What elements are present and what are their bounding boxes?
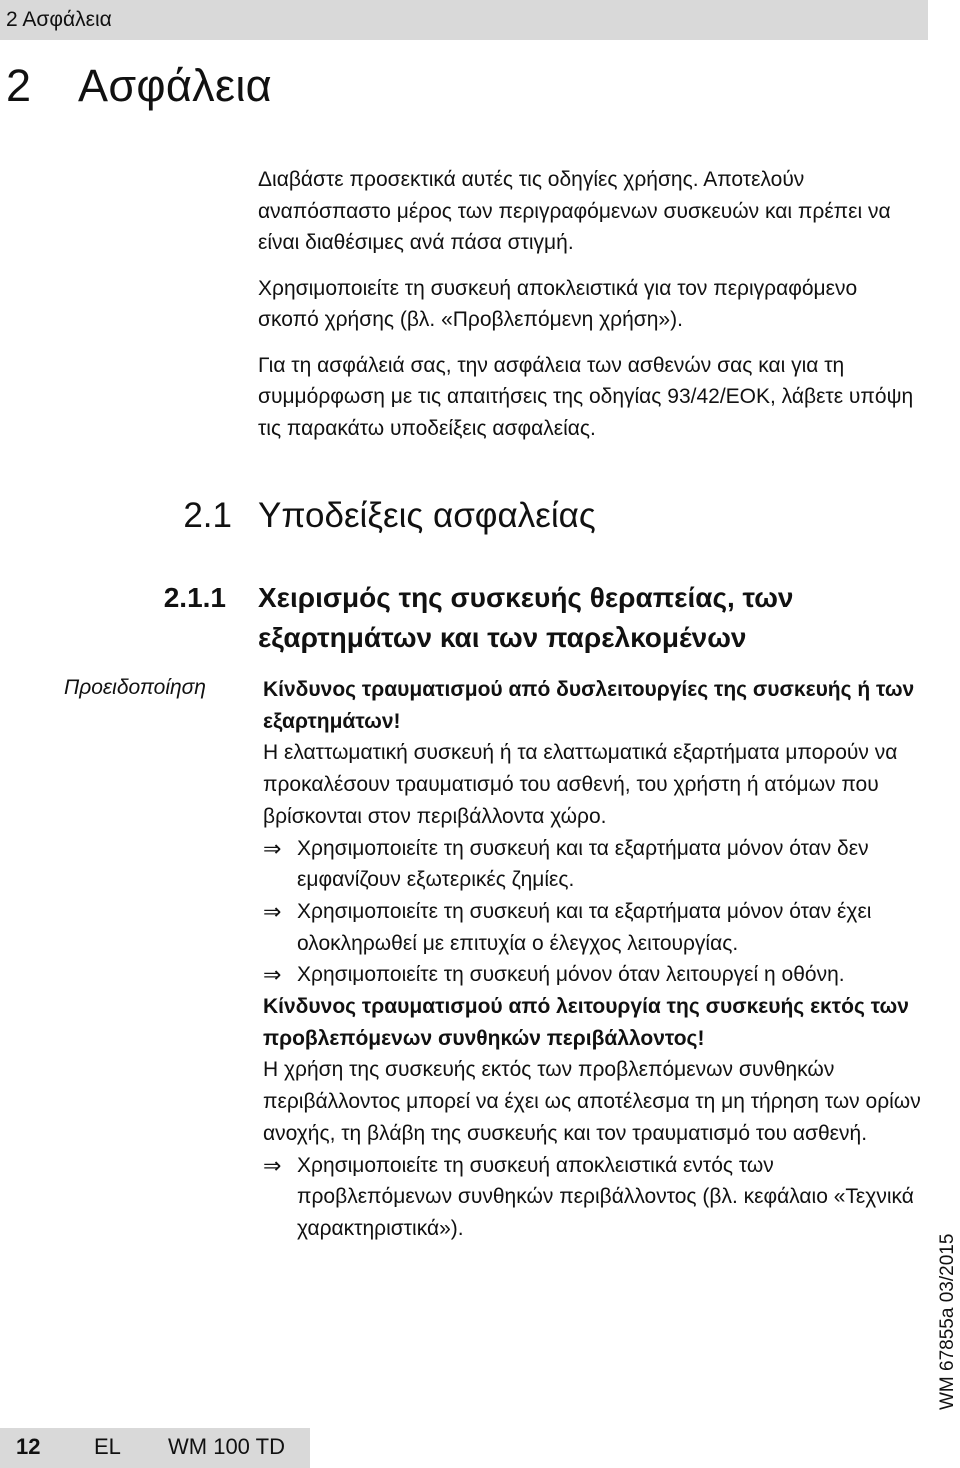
page-number: 12 [16, 1434, 41, 1459]
warning-item [263, 674, 923, 991]
warning-text: Η χρήση της συσκευής εκτός των προβλεπόμενων συνθηκών περιβάλλοντος μπορεί να έχει ως αποτέλεσμα τη μη τήρηση των ορίων ανοχής, τη βλάβη της συσκευής και τον τραυματισμό του ασθενή. [263, 1058, 921, 1145]
footer-model: WM 100 TD [168, 1434, 285, 1459]
chapter-title [6, 60, 272, 112]
warning-block [263, 674, 923, 1245]
subsection-title: Χειρισμός της συσκευής θεραπείας, των εξαρτημάτων και των παρελκομένων [258, 582, 794, 653]
bullet-text: Χρησιμοποιείτε τη συσκευή και τα εξαρτήματα μόνον όταν δεν εμφανίζουν εξωτερικές ζημίες. [297, 836, 869, 892]
running-header [0, 0, 928, 40]
arrow-right-icon: ⇒ [263, 898, 282, 924]
subsection-number: 2.1.1 [163, 582, 226, 613]
warning-text: Η ελαττωματική συσκευή ή τα ελαττωματικά εξαρτήματα μπορούν να προκαλέσουν τραυματισμό του ασθενή, του χρήστη ή ατόμων που βρίσκονται στον περιβάλλοντα χώρο. [263, 741, 898, 828]
warning-item [263, 991, 923, 1245]
warning-label: Προειδοποίηση [64, 676, 206, 699]
document-code: WM 67855a 03/2015 [937, 1233, 958, 1410]
warning-bullet [263, 1150, 923, 1245]
arrow-right-icon: ⇒ [263, 835, 282, 861]
section-number: 2.1 [183, 496, 232, 535]
warning-bullet [263, 896, 923, 959]
chapter-number: 2 [6, 60, 32, 111]
intro-paragraph: Χρησιμοποιείτε τη συσκευή αποκλειστικά για τον περιγραφόμενο σκοπό χρήσης (βλ. «Προβλεπόμενη χρήση»). [258, 276, 858, 331]
warning-bullet [263, 959, 923, 991]
intro-paragraph: Διαβάστε προσεκτικά αυτές τις οδηγίες χρήσης. Αποτελούν αναπόσπαστο μέρος των περιγραφόμενων συσκευών και πρέπει να είναι διαθέσιμες ανά πάσα στιγμή. [258, 168, 891, 254]
arrow-right-icon: ⇒ [263, 962, 282, 988]
warning-title: Κίνδυνος τραυματισμού από λειτουργία της συσκευής εκτός των προβλεπόμενων συνθηκών περιβάλλοντος! [263, 995, 909, 1050]
section-title: Υποδείξεις ασφαλείας [258, 496, 596, 535]
footer-language: EL [94, 1434, 121, 1459]
bullet-text: Χρησιμοποιείτε τη συσκευή αποκλειστικά εντός των προβλεπόμενων συνθηκών περιβάλλοντος (βλ. κεφάλαιο «Τεχνικά χαρακτηριστικά»). [297, 1153, 914, 1240]
bullet-text: Χρησιμοποιείτε τη συσκευή μόνον όταν λειτουργεί η οθόνη. [297, 963, 845, 987]
bullet-text: Χρησιμοποιείτε τη συσκευή και τα εξαρτήματα μόνον όταν έχει ολοκληρωθεί με επιτυχία ο έλεγχος λειτουργίας. [297, 899, 872, 955]
running-header-title: 2 Ασφάλεια [6, 8, 112, 31]
intro-text [258, 164, 918, 458]
warning-title: Κίνδυνος τραυματισμού από δυσλειτουργίες της συσκευής ή των εξαρτημάτων! [263, 678, 915, 733]
intro-paragraph: Για τη ασφάλειά σας, την ασφάλεια των ασθενών σας και για τη συμμόρφωση με τις απαιτήσεις της οδηγίας 93/42/ΕΟΚ, λάβετε υπόψη τις παρακάτω υποδείξεις ασφαλείας. [258, 353, 914, 440]
warning-bullet [263, 833, 923, 896]
chapter-title-text: Ασφάλεια [78, 60, 272, 111]
arrow-right-icon: ⇒ [263, 1152, 282, 1178]
